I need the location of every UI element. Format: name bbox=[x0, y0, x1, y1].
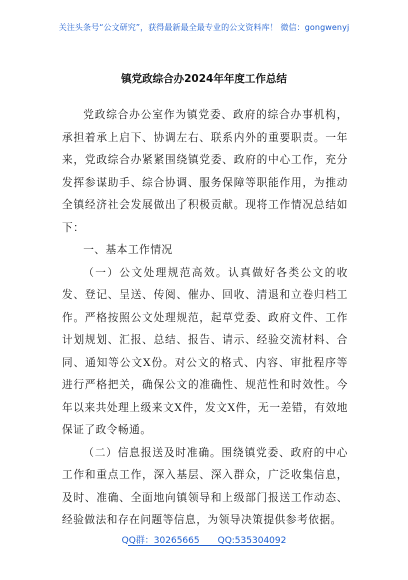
qq-contact-link[interactable]: QQ:535304092 bbox=[217, 536, 287, 546]
section-heading: 一、基本工作情况 bbox=[83, 244, 173, 256]
body-paragraph-document-processing: （一）公文处理规范高效。认真做好各类公文的收发、登记、呈送、传阅、催办、回收、清退和立卷归档工作。严格按照公文处理规范，起草党委、政府文件、工作计划规划、汇报、总结、报告、请示、经验交流材料、合同、通知等公文X份。对公文的格式、内容、审批程序等进行严格把关，确保公文的准确性、规范性和时效性。今年以来共处理上级来文X件，发文X件，无一差错，有效地保证了政令畅通。 bbox=[62, 266, 348, 436]
qq-group-link[interactable]: QQ群：30265665 bbox=[121, 536, 200, 546]
body-paragraph-information-reporting: （二）信息报送及时准确。围绕镇党委、政府的中心工作和重点工作，深入基层、深入群众，广泛收集信息，及时、准确、全面地向镇领导和上级部门报送工作动态、经验做法和存在问题等信息，为领导决策提供参考依据。 bbox=[62, 446, 348, 526]
document-body bbox=[62, 104, 348, 532]
promo-banner[interactable]: 关注头条号“公文研究”，获得最新最全最专业的公文资料库！ 微信：gongwenyj bbox=[58, 23, 350, 32]
footer-underline bbox=[128, 545, 280, 546]
document-title: 镇党政综合办2024年年度工作总结 bbox=[121, 73, 287, 85]
intro-paragraph: 党政综合办公室作为镇党委、政府的综合办事机构，承担着承上启下、协调左右、联系内外的重要职责。一年来，党政综合办紧紧围绕镇党委、政府的中心工作，充分发挥参谋助手、综合协调、服务保障等职能作用，为推动全镇经济社会发展做出了积极贡献。现将工作情况总结如下： bbox=[62, 109, 348, 234]
